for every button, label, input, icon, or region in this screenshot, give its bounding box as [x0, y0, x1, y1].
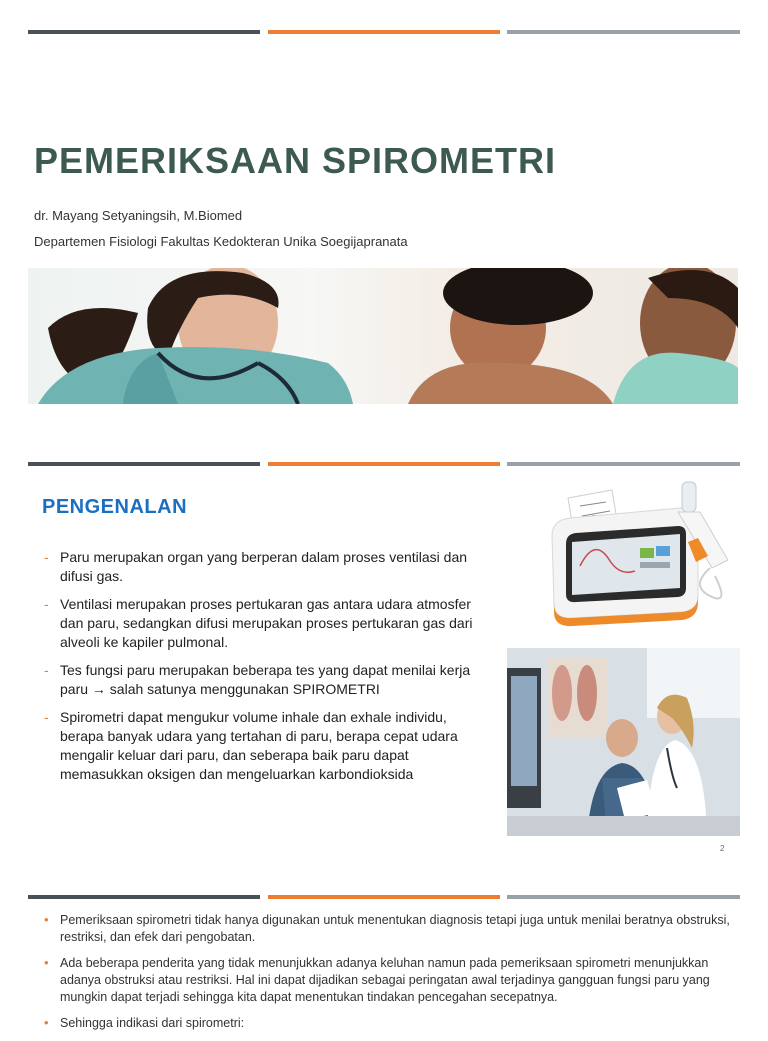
bullet-item [44, 661, 494, 699]
top-bar-dark [28, 895, 260, 899]
top-bar-dark [28, 462, 260, 466]
bullet-text: Spirometri dapat mengukur volume inhale dan exhale individu, berapa banyak udara yang tertahan di paru, berapa cepat udara mengalir keluar dari paru, dan seberapa baik paru dapat memasukkan oksigen dan mengeluarkan karbondioksida [60, 709, 458, 782]
bullet-text: Pemeriksaan spirometri tidak hanya digunakan untuk menentukan diagnosis tetapi juga untuk menilai beratnya obstruksi, restriksi, dan efek dari pengobatan. [60, 913, 730, 944]
bullet-marker: - [44, 709, 49, 725]
hero-illustration [28, 268, 738, 404]
spirometer-photo [540, 476, 740, 642]
bullet-text: Ada beberapa penderita yang tidak menunjukkan adanya keluhan namun pada pemeriksaan spirometri menunjukkan adanya obstruksi atau restriksi. Hal ini dapat dijadikan sebagai peringatan awal terjadinya gangguan fungsi paru yang mungkin dapat terjadi sehingga kita dapat menentukan tindakan pencegahan secepatnya. [60, 956, 710, 1004]
slide-title: PEMERIKSAAN SPIROMETRI [34, 140, 557, 181]
author-line: dr. Mayang Setyaningsih, M.Biomed [34, 208, 243, 223]
bullet-item [44, 595, 494, 652]
top-bar-orange [268, 895, 500, 899]
bullet-marker: - [44, 662, 49, 678]
top-bar-gray [507, 30, 740, 34]
top-bar-orange [268, 30, 500, 34]
bullet-item [44, 912, 744, 946]
clinic-illustration [507, 648, 740, 836]
bullet-marker: • [44, 955, 49, 970]
bullet-marker: - [44, 549, 49, 565]
affiliation-line: Departemen Fisiologi Fakultas Kedokteran Unika Soegijapranata [34, 234, 408, 249]
bullet-text: Sehingga indikasi dari spirometri: [60, 1016, 245, 1030]
clinic-photo [507, 648, 740, 836]
bullet-list [44, 912, 744, 1041]
bullet-text: Tes fungsi paru merupakan beberapa tes yang dapat menilai kerja paru → salah satunya menggunakan SPIROMETRI [60, 662, 471, 697]
bullet-item [44, 708, 494, 784]
page-number: 2 [720, 844, 725, 853]
bullet-marker: • [44, 912, 49, 927]
top-bar-gray [507, 462, 740, 466]
section-heading: PENGENALAN [42, 496, 188, 518]
bullet-item [44, 955, 744, 1006]
bullet-item [44, 548, 494, 586]
top-bar-orange [268, 462, 500, 466]
bullet-text: Paru merupakan organ yang berperan dalam proses ventilasi dan difusi gas. [60, 549, 468, 584]
bullet-list [44, 548, 494, 793]
spirometer-illustration [540, 476, 740, 642]
bullet-marker: • [44, 1015, 49, 1030]
top-bar-dark [28, 30, 260, 34]
bullet-marker: - [44, 596, 49, 612]
top-bar-gray [507, 895, 740, 899]
hero-photo [28, 268, 738, 404]
bullet-text: Ventilasi merupakan proses pertukaran gas antara udara atmosfer dan paru, sedangkan difusi merupakan proses pertukaran gas dari alveoli ke kapiler pulmonal. [60, 596, 473, 650]
